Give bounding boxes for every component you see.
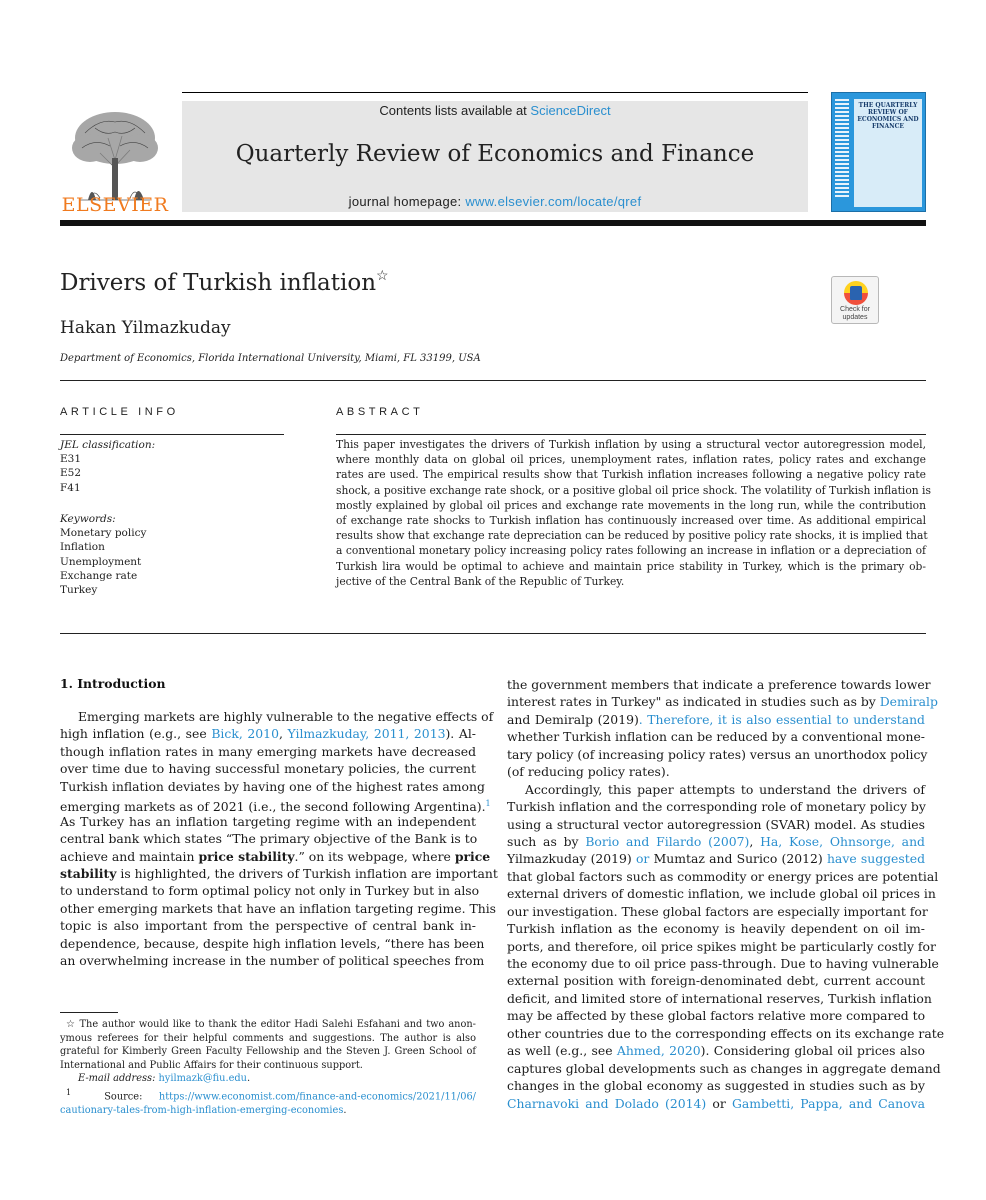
body-text: achieve and maintain xyxy=(60,848,199,864)
body-line: Accordingly, this paper attempts to understand the drivers of xyxy=(525,781,925,797)
check-for-updates-icon xyxy=(844,281,868,305)
body-line: our investigation. These global factors are especially important for xyxy=(507,903,928,919)
article-info-rule xyxy=(60,434,284,435)
journal-homepage-line xyxy=(182,194,808,209)
abstract-line: of exchange rate shocks to Turkish inflation has continuously increased over time. As additional empirical xyxy=(336,514,926,528)
abstract-rule xyxy=(336,434,926,435)
jel-classification xyxy=(60,438,155,495)
body-line: other emerging markets that have an inflation targeting regime. This xyxy=(60,900,497,916)
bold-word: stability xyxy=(60,865,117,881)
keyword: Turkey xyxy=(60,584,98,597)
check-for-updates-button[interactable] xyxy=(831,276,879,324)
keywords-block xyxy=(60,512,146,597)
body-line: changes in the global economy as suggested in studies such as by xyxy=(507,1078,925,1094)
body-line: (of reducing policy rates). xyxy=(507,764,670,780)
body-line: Turkish inflation and the corresponding role of monetary policy by xyxy=(507,799,926,815)
keyword: Inflation xyxy=(60,541,105,554)
body-line: Turkish inflation deviates by having one of the highest rates among xyxy=(60,778,485,794)
journal-name: Quarterly Review of Economics and Finance xyxy=(235,141,755,167)
bold-word: price xyxy=(454,848,491,864)
body-line: Yilmazkuday (2019) or Mumtaz and Surico (2012) have suggested xyxy=(507,851,925,867)
body-line-with-bold xyxy=(60,848,491,865)
body-line: to understand to form optimal policy not only in Turkey but in also xyxy=(60,883,480,899)
article-info-heading: ARTICLE INFO xyxy=(60,406,179,418)
abstract-line: a conventional monetary policy increasing policy rates following an increase in inflation or a depreciation of xyxy=(336,544,926,558)
citation-link[interactable]: Ha, Kose, Ohnsorge, and xyxy=(760,833,925,849)
body-text: emerging markets as of 2021 (i.e., the second following Argentina). xyxy=(60,799,486,815)
body-line: over time due to having successful monetary policies, the current xyxy=(60,761,476,777)
citation-link[interactable]: . Therefore, it is also essential to understand xyxy=(638,711,925,727)
citation-link[interactable]: Borio and Filardo (2007) xyxy=(585,833,750,849)
body-line: tary policy (of increasing policy rates) versus an unorthodox policy xyxy=(507,746,928,762)
footnote-1-label: Source: xyxy=(104,1091,143,1103)
check-for-updates-label: Check for updates xyxy=(840,306,870,321)
footnotes xyxy=(60,1018,476,1117)
body-line: ports, and therefore, oil price spikes might be particularly costly for xyxy=(507,938,936,954)
keyword: Monetary policy xyxy=(60,527,147,540)
email-line xyxy=(60,1072,476,1086)
abstract-line: rates are used. The empirical results show that Turkish inflation increases following a negative policy rate xyxy=(336,468,926,482)
body-line: external position with foreign-denominated debt, current account xyxy=(507,973,925,989)
jel-code: F41 xyxy=(60,481,81,494)
abstract-line: mostly explained by global oil prices and exchange rate movements in the long run, while the contribution xyxy=(336,498,926,512)
sciencedirect-link[interactable]: ScienceDirect xyxy=(530,103,611,118)
cover-stripe-decoration xyxy=(835,99,849,199)
body-line: whether Turkish inflation can be reduced by a conventional mone- xyxy=(507,729,925,745)
bold-phrase: price stability xyxy=(198,848,295,864)
abstract-heading: ABSTRACT xyxy=(336,406,424,418)
body-line: and Demiralp (2019). Therefore, it is also essential to understand xyxy=(507,711,925,727)
body-line: Emerging markets are highly vulnerable to the negative effects of xyxy=(78,709,494,724)
citation-link[interactable]: Demiralp xyxy=(879,694,938,710)
citation-link[interactable]: Gambetti, Pappa, and Canova xyxy=(731,1095,925,1111)
footnote-line: International and Public Affairs for their continuous support. xyxy=(60,1059,363,1071)
footnote-1-line xyxy=(60,1086,476,1104)
article-title-text: Drivers of Turkish inflation xyxy=(60,270,377,296)
body-line: that global factors such as commodity or energy prices are potential xyxy=(507,868,939,884)
footnote-1-url-cont xyxy=(60,1104,476,1118)
keyword: Exchange rate xyxy=(60,569,138,582)
header-top-rule xyxy=(182,92,808,93)
author-affiliation: Department of Economics, Florida International University, Miami, FL 33199, USA xyxy=(60,353,481,364)
footnote-1-mark: 1 xyxy=(66,1086,72,1097)
body-line: dependence, because, despite high inflation levels, “there has been xyxy=(60,935,485,951)
body-line: topic is also important from the perspective of central bank in- xyxy=(60,918,476,934)
email-link[interactable]: hyilmazk@fiu.edu xyxy=(158,1073,247,1085)
body-line: Turkish inflation as the economy is heavily dependent on oil im- xyxy=(507,921,925,937)
body-line: interest rates in Turkey" as indicated in studies such as by Demiralp xyxy=(507,694,938,710)
homepage-prefix: journal homepage: xyxy=(348,194,466,209)
left-column-text xyxy=(60,708,498,970)
abstract-line: results show that exchange rate depreciation can be reduced by positive policy rate shocks, it is implied that xyxy=(336,529,928,543)
body-text: .” on its webpage, where xyxy=(294,848,455,864)
contents-prefix: Contents lists available at xyxy=(379,103,531,118)
footnote-ref-link[interactable]: 1 xyxy=(485,799,491,809)
body-line: central bank which states “The primary objective of the Bank is to xyxy=(60,831,478,847)
body-line: deficit, and limited store of international reserves, Turkish inflation xyxy=(507,990,932,1006)
contents-available-line xyxy=(182,103,808,118)
footnote-rule xyxy=(60,1012,118,1013)
body-text: is highlighted, the drivers of Turkish inflation are important xyxy=(116,865,498,881)
body-line: such as by Borio and Filardo (2007), Ha, Kose, Ohnsorge, and xyxy=(507,833,925,849)
abstract-line: jective of the Central Bank of the Republic of Turkey. xyxy=(336,574,625,588)
citation-link[interactable]: Ahmed, 2020 xyxy=(616,1043,701,1059)
elsevier-wordmark: ELSEVIER xyxy=(61,194,169,216)
abstract-line: where monthly data on global oil prices, unemployment rates, inflation rates, policy rates and exchange xyxy=(336,453,926,467)
jel-code: E52 xyxy=(60,467,82,480)
body-line-with-bold xyxy=(60,865,498,882)
abstract-text xyxy=(336,437,931,589)
citation-link[interactable]: Charnavoki and Dolado (2014) xyxy=(507,1095,707,1111)
abstract-line: shock, a positive exchange rate shock, or a positive global oil price shock. The volatility of Turkish inflation is xyxy=(336,483,931,497)
footnote-1-end: . xyxy=(343,1104,347,1116)
cover-title: THE QUARTERLY REVIEW OF ECONOMICS AND FINANCE xyxy=(857,102,919,130)
body-line: using a structural vector autoregression (SVAR) model. As studies xyxy=(507,816,925,832)
citation-link[interactable]: have suggested xyxy=(822,851,925,867)
keywords-label: Keywords: xyxy=(60,513,116,525)
article-author[interactable]: Hakan Yilmazkuday xyxy=(60,318,231,338)
body-line: an overwhelming increase in the number of political speeches from xyxy=(60,953,485,969)
title-footnote-star[interactable]: ☆ xyxy=(376,268,389,284)
title-rule xyxy=(60,380,926,381)
jel-label: JEL classification: xyxy=(60,439,156,451)
body-line: Charnavoki and Dolado (2014) or Gambetti, Pappa, and Canova xyxy=(507,1095,925,1111)
jel-code: E31 xyxy=(60,453,82,466)
section-heading-introduction: 1. Introduction xyxy=(60,676,166,691)
article-title xyxy=(60,270,389,296)
abstract-bottom-rule xyxy=(60,633,926,634)
footnote-line: grateful for Kimberly Green Faculty Fellowship and the Steven J. Green School of xyxy=(60,1046,476,1058)
body-line: the government members that indicate a preference towards lower xyxy=(507,677,931,692)
journal-header-box xyxy=(182,101,808,212)
body-line: as well (e.g., see Ahmed, 2020). Considering global oil prices also xyxy=(507,1043,925,1059)
body-line: may be affected by these global factors relative more compared to xyxy=(507,1008,926,1024)
citation-link[interactable]: Bick, 2010 xyxy=(211,726,279,742)
body-line-with-citations: high inflation (e.g., see Bick, 2010, Yilmazkuday, 2011, 2013). Al- xyxy=(60,726,476,742)
footnote-line: ☆ The author would like to thank the editor Hadi Salehi Esfahani and two anon- xyxy=(66,1019,476,1030)
journal-cover-thumbnail[interactable] xyxy=(831,92,926,212)
body-line: captures global developments such as changes in aggregate demand xyxy=(507,1060,941,1076)
email-end: . xyxy=(246,1073,251,1085)
body-line: other countries due to the corresponding effects on its exchange rate xyxy=(507,1025,945,1041)
cover-panel xyxy=(854,99,922,207)
body-line: the economy due to oil price pass-through. Due to having vulnerable xyxy=(507,956,939,971)
header-thick-rule xyxy=(60,220,926,226)
email-label: E-mail address: xyxy=(78,1073,159,1085)
footnote-line: ymous referees for their helpful comments and suggestions. The author is also xyxy=(60,1032,476,1044)
body-line: As Turkey has an inflation targeting regime with an independent xyxy=(60,813,476,829)
right-column-text xyxy=(507,676,945,1112)
footnote-1-url[interactable]: https://www.economist.com/finance-and-economics/2021/11/06/ xyxy=(158,1091,476,1103)
citation-link[interactable]: or xyxy=(631,851,654,867)
abstract-line: This paper investigates the drivers of Turkish inflation by using a structural vector autoregression model, xyxy=(336,438,926,451)
body-line: though inflation rates in many emerging markets have decreased xyxy=(60,743,476,759)
body-line-with-footnote xyxy=(60,795,491,815)
footnote-1-url-cont-link[interactable]: cautionary-tales-from-high-inflation-emerging-economies xyxy=(60,1104,344,1116)
journal-homepage-link[interactable]: www.elsevier.com/locate/qref xyxy=(465,194,642,209)
keyword: Unemployment xyxy=(60,555,142,568)
citation-link[interactable]: Yilmazkuday, 2011, 2013 xyxy=(287,726,446,742)
abstract-line: Turkish lira would be optimal to achieve and maintain price stability in Turkey, which is the primary ob- xyxy=(336,559,926,573)
body-line: external drivers of domestic inflation, we include global oil prices in xyxy=(507,886,936,902)
